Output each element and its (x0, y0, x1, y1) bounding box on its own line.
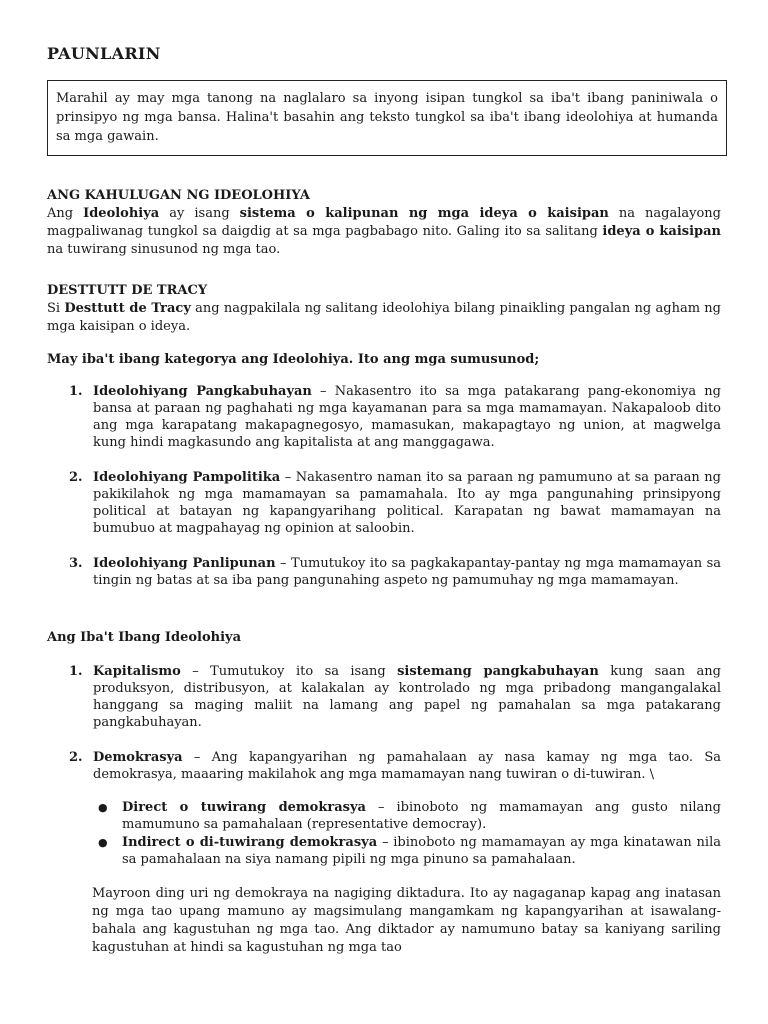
item-text: kung saan ang produksyon, distribusyon, at kalakalan ay kontrolado ng mga pribadong mangangalakal hanggang sa maging maliit na lamang ang papel ng pamahalan sa mga patakarang pangkabuhayan. (93, 664, 721, 730)
bullet-icon: ● (98, 801, 108, 814)
list-item (47, 663, 721, 731)
item-text: – Nakasentro ito sa mga patakarang pang-ekonomiya ng bansa at paraan ng paghahati ng mga kayamanan para sa mga mamamayan. Nakapaloob dito ang mga karapatang makapagnegosyo, mamasukan, makapagtayo ng union, at magwelga kung hindi magkasundo ang kapitalista at ang manggagawa. (93, 384, 721, 450)
text-run: na nagalayong magpaliwanag tungkol sa daigdig at sa mga pagbabago nito. Galing ito sa salitang (47, 206, 722, 239)
bold-term: Ideolohiyang Panlipunan (93, 556, 276, 571)
item-text: – Tumutukoy ito sa pagkakapantay-pantay ng mga mamamayan sa tingin ng batas at sa iba pang pangunahing aspeto ng pamumuhay ng mga mamamayan. (93, 556, 722, 588)
text-run: ay isang (159, 206, 240, 221)
bold-term: sistemang pangkabuhayan (397, 664, 599, 679)
item-number: 2. (69, 750, 83, 765)
kahulugan-paragraph (47, 205, 721, 259)
bold-term: ideya o kaisipan (602, 224, 721, 239)
item-number: 1. (69, 664, 83, 679)
item-text: – ibinoboto ng mamamayan ay mga kinatawan nila sa pamahalaan na siya namang pipili ng mga pinuno sa pamahalaan. (122, 835, 721, 867)
bold-term: Direct o tuwirang demokrasya (122, 800, 366, 815)
list-item (47, 383, 721, 451)
list-item (47, 749, 721, 783)
text-run: Ang (47, 206, 84, 221)
list-item (47, 555, 721, 589)
section-kahulugan (47, 187, 721, 259)
intro-box (47, 80, 727, 156)
intro-text: Marahil ay may mga tanong na naglalaro sa inyong isipan tungkol sa iba't ibang paniniwala o prinsipyo ng mga bansa. Halina't basahin ang teksto tungkol sa iba't ibang ideolohiya at humanda sa mga gawain. (56, 91, 718, 144)
item-text: – ibinoboto ng mamamayan ang gusto nilang mamumuno sa pamahalaan (representative democray). (122, 800, 722, 832)
text-run: Si (47, 301, 65, 316)
section-title-kahulugan: ANG KAHULUGAN NG IDEOLOHIYA (47, 188, 310, 203)
bold-term: Kapitalismo (93, 664, 181, 679)
item-text: – Tumutukoy ito sa isang (180, 664, 398, 679)
item-number: 2. (69, 470, 83, 485)
section-tracy (47, 282, 721, 336)
bullet-icon: ● (98, 836, 108, 849)
bold-term: sistema o kalipunan ng mga ideya o kaisipan (239, 206, 609, 221)
item-text: – Ang kapangyarihan ng pamahalaan ay nasa kamay ng mga tao. Sa demokrasya, maaaring makilahok ang mga mamamayan nang tuwiran o di-tuwiran. \ (93, 750, 721, 782)
page-heading: PAUNLARIN (47, 44, 161, 63)
bold-term: Ideolohiyang Pangkabuhayan (93, 384, 312, 399)
item-number: 3. (69, 556, 83, 571)
section-title-ibang-ideolohiya: Ang Iba't Ibang Ideolohiya (47, 630, 242, 645)
tracy-paragraph (47, 300, 721, 336)
bold-term: Desttutt de Tracy (64, 301, 191, 316)
bold-term: Indirect o di-tuwirang demokrasya (122, 835, 378, 850)
bold-term: Ideolohiya (83, 206, 160, 221)
text-run: ang nagpakilala ng salitang ideolohiya bilang pinaikling pangalan ng agham ng mga kaisipan o ideya. (47, 301, 722, 334)
list-item (95, 799, 721, 833)
section-title-tracy: DESTTUTT DE TRACY (47, 283, 208, 298)
item-text: – Nakasentro naman ito sa paraan ng pamumuno at sa paraan ng pakikilahok ng mga mamamayan sa pamamahala. Ito ay mga pangunahing prinsipyong political at batayan ng kapangyarihang political. Karapatan ng bawat mamamayan na bumubuo at magpahayag ng opinion at saloobin. (93, 470, 722, 536)
item-number: 1. (69, 384, 83, 399)
list-item (47, 469, 721, 537)
bold-term: Ideolohiyang Pampolitika (93, 470, 281, 485)
ideolohiya-list (47, 663, 721, 783)
list-item (95, 834, 721, 868)
kategorya-intro: May iba't ibang kategorya ang Ideolohiya. Ito ang mga sumusunod; (47, 352, 540, 367)
demokrasya-types (95, 799, 721, 868)
diktadura-paragraph: Mayroon ding uri ng demokraya na nagiging diktadura. Ito ay nagaganap kapag ang inatasan ng mga tao upang mamuno ay magsimulang mangamkam ng kapangyarihan at isawalang-bahala ang kagustuhan ng mga tao. Ang diktador ay namumuno batay sa kaniyang sariling kagustuhan at hindi sa kagustuhan ng mga tao (92, 886, 721, 955)
bold-term: Demokrasya (93, 750, 183, 765)
kategorya-list (47, 383, 721, 589)
text-run: na tuwirang sinusunod ng mga tao. (47, 242, 281, 257)
